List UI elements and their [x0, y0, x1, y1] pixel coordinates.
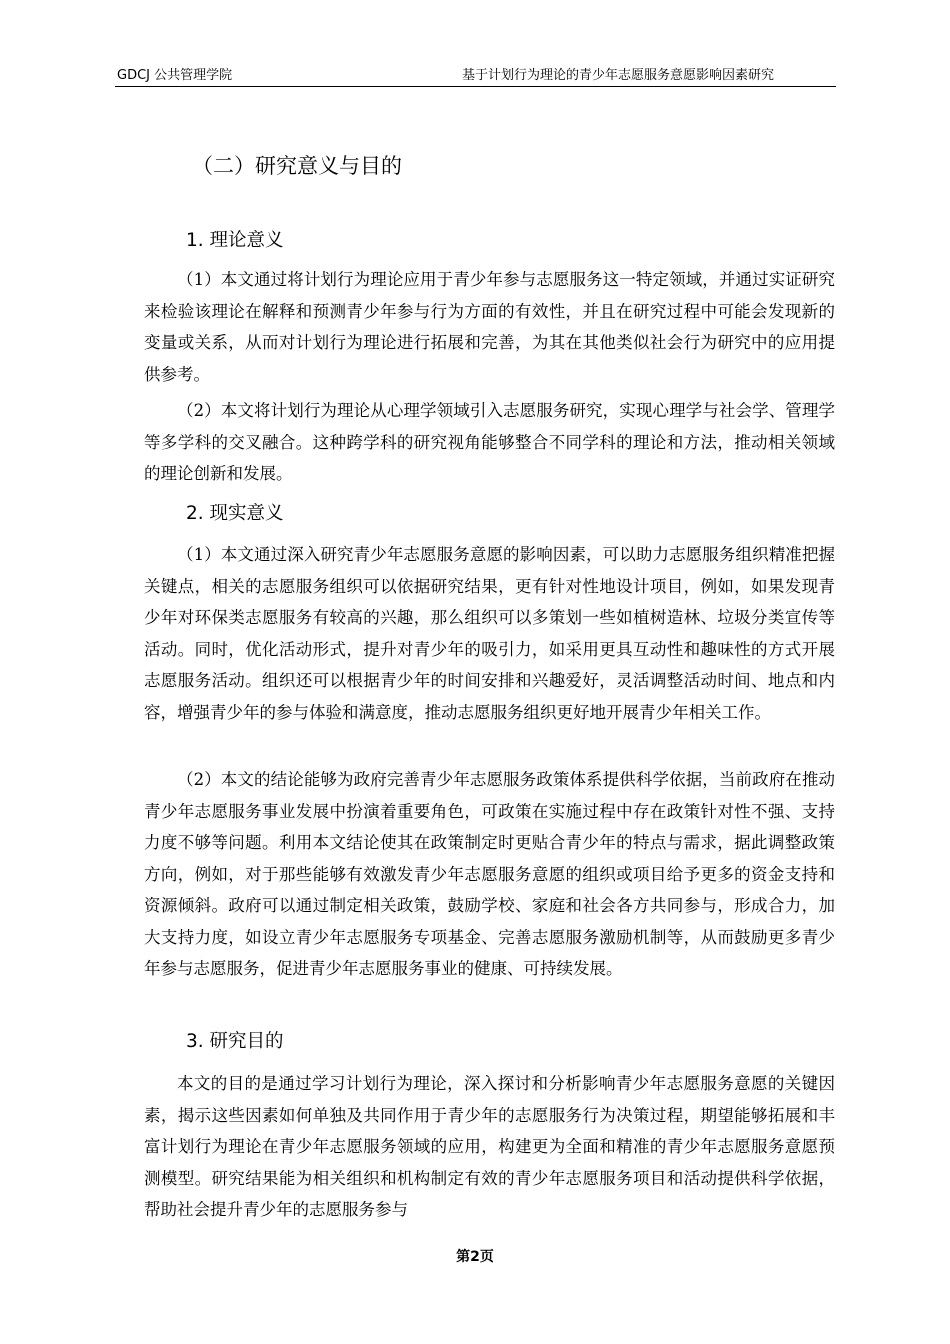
paragraph-practice-2: （2）本文的结论能够为政府完善青少年志愿服务政策体系提供科学依据，当前政府在推动青少年志愿服务事业发展中扮演着重要角色，可政策在实施过程中存在政策针对性不强、支持力度不够等问题。利用本文结论使其在政策制定时更贴合青少年的特点与需求，据此调整政策方向，例如，对于那些能够有效激发青少年志愿服务意愿的组织或项目给予更多的资金支持和资源倾斜。政府可以通过制定相关政策，鼓励学校、家庭和社会各方共同参与，形成合力，加大支持力度，如设立青少年志愿服务专项基金、完善志愿服务激励机制等，从而鼓励更多青少年参与志愿服务，促进青少年志愿服务事业的健康、可持续发展。: [144, 770, 835, 978]
heading-research-purpose: 3. 研究目的: [186, 1031, 284, 1052]
heading-theoretical-significance: 1. 理论意义: [186, 230, 284, 251]
section-title: （二）研究意义与目的: [192, 154, 402, 178]
heading-practical-significance: 2. 现实意义: [186, 503, 284, 524]
page-number: 第2页: [456, 1249, 494, 1265]
paragraph-purpose-1: 本文的目的是通过学习计划行为理论，深入探讨和分析影响青少年志愿服务意愿的关键因素，揭示这些因素如何单独及共同作用于青少年的志愿服务行为决策过程，期望能够拓展和丰富计划行为理论在青少年志愿服务领域的应用，构建更为全面和精准的青少年志愿服务意愿预测模型。研究结果能为相关组织和机构制定有效的青少年志愿服务项目和活动提供科学依据，帮助社会提升青少年的志愿服务参与: [144, 1074, 835, 1219]
header-institution: GDCJ 公共管理学院: [117, 68, 233, 83]
paragraph-practice-1: （1）本文通过深入研究青少年志愿服务意愿的影响因素，可以助力志愿服务组织精准把握关键点，相关的志愿服务组织可以依据研究结果，更有针对性地设计项目，例如，如果发现青少年对环保类志愿服务有较高的兴趣，那么组织可以多策划一些如植树造林、垃圾分类宣传等活动。同时，优化活动形式，提升对青少年的吸引力，如采用更具互动性和趣味性的方式开展志愿服务活动。组织还可以根据青少年的时间安排和兴趣爱好，灵活调整活动时间、地点和内容，增强青少年的参与体验和满意度，推动志愿服务组织更好地开展青少年相关工作。: [144, 545, 835, 722]
paragraph-theory-2: （2）本文将计划行为理论从心理学领域引入志愿服务研究，实现心理学与社会学、管理学等多学科的交叉融合。这种跨学科的研究视角能够整合不同学科的理论和方法，推动相关领域的理论创新和发展。: [144, 401, 835, 483]
header-paper-title: 基于计划行为理论的青少年志愿服务意愿影响因素研究: [461, 68, 774, 83]
page-header: [115, 66, 836, 87]
paragraph-theory-1: （1）本文通过将计划行为理论应用于青少年参与志愿服务这一特定领域，并通过实证研究来检验该理论在解释和预测青少年参与行为方面的有效性，并且在研究过程中可能会发现新的变量或关系，从而对计划行为理论进行拓展和完善，为其在其他类似社会行为研究中的应用提供参考。: [144, 270, 835, 384]
